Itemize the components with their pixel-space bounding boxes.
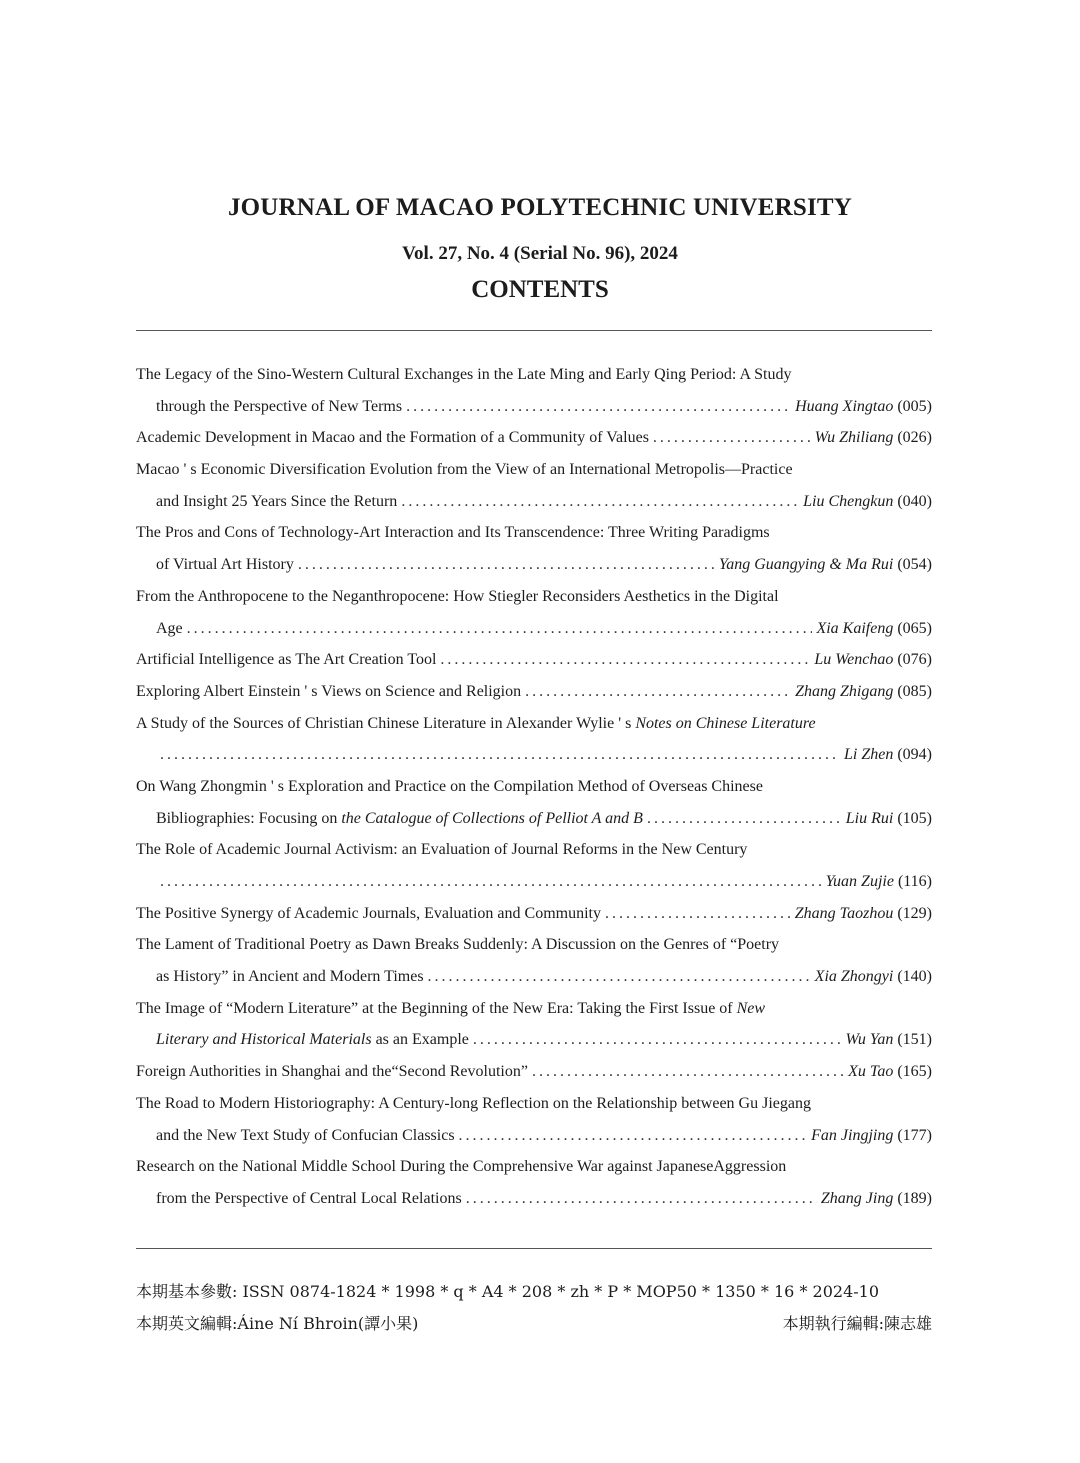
toc-author: Liu Rui xyxy=(845,809,894,827)
toc-entry-line xyxy=(136,1024,932,1056)
toc-entry-line xyxy=(136,1088,932,1120)
toc-page: (085) xyxy=(897,682,932,700)
toc-entry-line xyxy=(136,708,932,740)
toc-title-italic: the Catalogue of Collections of Pelliot A and B xyxy=(341,809,643,827)
leader-dots xyxy=(653,422,811,454)
toc-title: The Role of Academic Journal Activism: an Evaluation of Journal Reforms in the New Century xyxy=(136,841,748,859)
toc-entry-line xyxy=(136,644,932,676)
toc-title xyxy=(156,1024,469,1056)
toc-entry-line xyxy=(136,676,932,708)
leader-dots xyxy=(160,739,840,771)
toc-entry-line xyxy=(136,771,932,803)
toc-entry-line xyxy=(136,391,932,423)
leader-dots xyxy=(473,1024,842,1056)
toc-title: The Pros and Cons of Technology-Art Interaction and Its Transcendence: Three Writing Paradigms xyxy=(136,524,770,542)
toc-page: (076) xyxy=(897,651,932,669)
toc-title: The Lament of Traditional Poetry as Dawn Breaks Suddenly: A Discussion on the Genres of “Poetry xyxy=(136,936,780,954)
toc-author: Xia Zhongyi xyxy=(814,968,894,986)
executive-editor: 本期執行編輯:陳志雄 xyxy=(782,1314,932,1333)
toc-page: (129) xyxy=(897,904,932,922)
toc-title: through the Perspective of New Terms xyxy=(156,397,403,415)
toc-title-italic: New xyxy=(736,999,766,1017)
leader-dots xyxy=(298,549,715,581)
toc-title xyxy=(136,993,765,1025)
toc-author: Yuan Zujie xyxy=(825,873,894,890)
toc-page: (040) xyxy=(897,492,932,510)
toc-title-plain: A Study of the Sources of Christian Chinese Literature in Alexander Wylie ' s xyxy=(136,714,636,732)
toc-title: The Legacy of the Sino-Western Cultural Exchanges in the Late Ming and Early Qing Period: A Study xyxy=(136,366,792,383)
toc-title: The Road to Modern Historiography: A Century-long Reflection on the Relationship between Gu Jiegang xyxy=(136,1094,811,1112)
issue-parameters: 本期基本參數: ISSN 0874-1824 * 1998 * q * A4 * 208 * zh * P * MOP50 * 1350 * 16 * 2024-10 xyxy=(136,1282,880,1301)
toc-entry-line xyxy=(136,834,932,866)
top-divider xyxy=(136,330,932,331)
toc-author: Zhang Jing xyxy=(820,1189,894,1207)
toc-author: Liu Chengkun xyxy=(803,492,894,510)
toc-entry-line xyxy=(136,549,932,581)
toc-page: (177) xyxy=(897,1126,932,1144)
toc-title-italic: Notes on Chinese Literature xyxy=(635,714,816,732)
toc-title: of Virtual Art History xyxy=(156,556,294,574)
toc-title: Exploring Albert Einstein ' s Views on Science and Religion xyxy=(136,682,522,700)
toc-title: and Insight 25 Years Since the Return xyxy=(156,492,398,510)
leader-dots xyxy=(459,1120,808,1152)
leader-dots xyxy=(440,644,810,676)
toc-page: (116) xyxy=(897,873,932,890)
english-editor: 本期英文編輯:Áine Ní Bhroin(譚小果) xyxy=(136,1314,419,1333)
toc-entry-line xyxy=(136,961,932,993)
toc-author: Lu Wenchao xyxy=(814,651,894,669)
leader-dots xyxy=(160,866,822,898)
toc-author: Zhang Taozhou xyxy=(794,904,894,922)
toc-entry-line xyxy=(136,613,932,645)
toc-entry-line xyxy=(136,866,932,898)
toc-entry-line xyxy=(136,517,932,549)
toc-title: The Positive Synergy of Academic Journals, Evaluation and Community xyxy=(136,904,601,922)
leader-dots xyxy=(525,676,791,708)
toc-entry-line xyxy=(136,1056,932,1088)
toc-page: (105) xyxy=(897,809,932,827)
toc-title: Research on the National Middle School During the Comprehensive War against JapaneseAggression xyxy=(136,1158,787,1176)
toc-author: Wu Zhiliang xyxy=(814,429,894,447)
toc-author: Xu Tao xyxy=(848,1063,894,1081)
toc-title-italic: Literary and Historical Materials xyxy=(156,1031,372,1049)
toc-entry-line xyxy=(136,803,932,835)
toc-entry-line xyxy=(136,486,932,518)
toc-author: Wu Yan xyxy=(845,1031,894,1049)
toc-title-plain: as an Example xyxy=(371,1031,469,1049)
issue-info: Vol. 27, No. 4 (Serial No. 96), 2024 xyxy=(402,243,678,264)
toc-entry-line xyxy=(136,581,932,613)
toc-author: Zhang Zhigang xyxy=(795,682,894,700)
toc-title: from the Perspective of Central Local Relations xyxy=(156,1189,462,1207)
toc-title: Artificial Intelligence as The Art Creation Tool xyxy=(136,651,437,669)
toc-title-plain: Bibliographies: Focusing on xyxy=(156,809,342,827)
toc-title: and the New Text Study of Confucian Classics xyxy=(156,1126,455,1144)
toc-title: Macao ' s Economic Diversification Evolution from the View of an International Metropolis—Practice xyxy=(136,461,793,479)
contents-heading: CONTENTS xyxy=(471,276,609,303)
bottom-divider xyxy=(136,1248,932,1249)
toc-entry-line xyxy=(136,739,932,771)
toc-author: Fan Jingjing xyxy=(811,1126,894,1144)
toc-title: Foreign Authorities in Shanghai and the“Second Revolution” xyxy=(136,1063,528,1081)
leader-dots xyxy=(187,613,813,645)
toc-page: (054) xyxy=(897,556,932,574)
toc-title: From the Anthropocene to the Neganthropocene: How Stiegler Reconsiders Aesthetics in the Digital xyxy=(136,587,779,605)
toc-entry-line xyxy=(136,929,932,961)
toc-title xyxy=(136,708,816,740)
toc-entry-line xyxy=(136,993,932,1025)
leader-dots xyxy=(401,486,799,518)
toc-entry-line xyxy=(136,454,932,486)
leader-dots xyxy=(647,803,842,835)
toc-title-plain: The Image of “Modern Literature” at the Beginning of the New Era: Taking the First Issue of xyxy=(136,999,737,1017)
toc-title: On Wang Zhongmin ' s Exploration and Practice on the Compilation Method of Overseas Chinese xyxy=(136,777,763,795)
toc-title: Academic Development in Macao and the Formation of a Community of Values xyxy=(136,429,649,447)
leader-dots xyxy=(428,961,811,993)
toc-author: Li Zhen xyxy=(844,746,894,764)
leader-dots xyxy=(532,1056,844,1088)
leader-dots xyxy=(466,1183,817,1215)
toc-page: (140) xyxy=(897,968,932,986)
leader-dots xyxy=(605,898,791,930)
editors-line xyxy=(136,1311,932,1334)
toc-page: (151) xyxy=(897,1031,932,1049)
toc-entry-line xyxy=(136,1183,932,1215)
toc-author: Huang Xingtao xyxy=(795,397,894,415)
toc-title: as History” in Ancient and Modern Times xyxy=(156,968,424,986)
toc-page: (189) xyxy=(897,1189,932,1207)
toc-page: (026) xyxy=(897,429,932,447)
table-of-contents xyxy=(136,359,932,1215)
toc-page: (005) xyxy=(897,397,932,415)
toc-page: (165) xyxy=(897,1063,932,1081)
toc-author: Yang Guangying & Ma Rui xyxy=(718,556,894,574)
toc-title xyxy=(156,803,643,835)
toc-entry-line xyxy=(136,422,932,454)
toc-title: Age xyxy=(156,619,183,637)
toc-page: (065) xyxy=(897,619,932,637)
toc-page: (094) xyxy=(897,746,932,764)
toc-entry-line xyxy=(136,359,932,391)
toc-entry-line xyxy=(136,1120,932,1152)
leader-dots xyxy=(406,391,791,423)
journal-title: JOURNAL OF MACAO POLYTECHNIC UNIVERSITY xyxy=(227,194,853,221)
toc-author: Xia Kaifeng xyxy=(816,619,894,637)
toc-entry-line xyxy=(136,1151,932,1183)
toc-entry-line xyxy=(136,898,932,930)
